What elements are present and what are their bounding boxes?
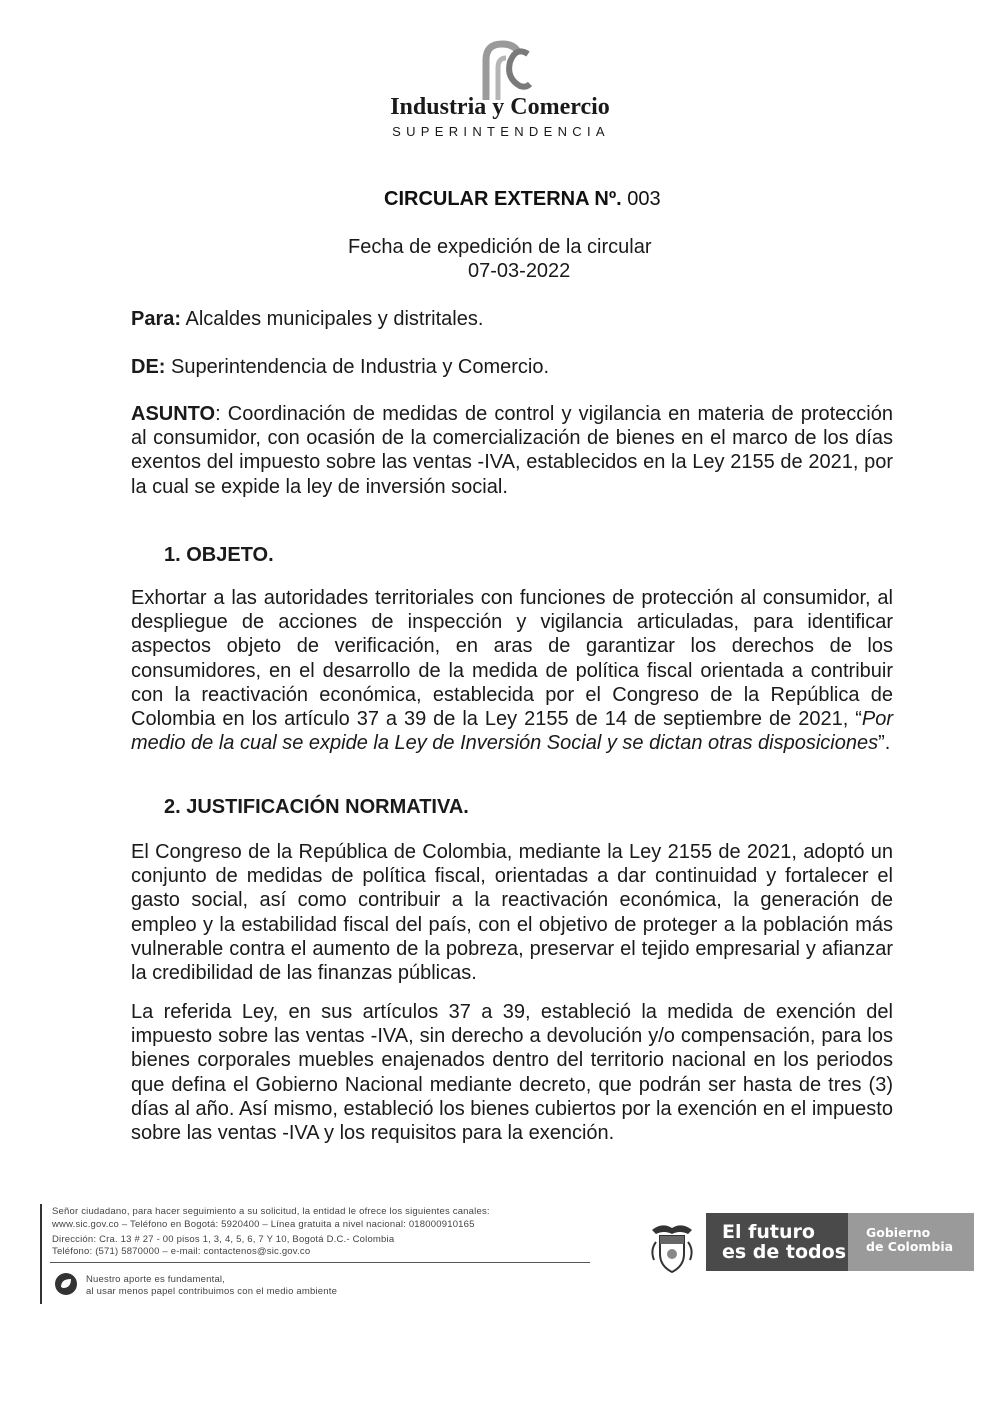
government-brand-line-2: de Colombia bbox=[866, 1239, 954, 1254]
section-1-paragraph bbox=[131, 586, 893, 755]
brand-slogan-line-1: El futuro bbox=[722, 1221, 815, 1243]
asunto-paragraph bbox=[131, 402, 893, 499]
para-value: Alcaldes municipales y distritales. bbox=[185, 308, 484, 330]
eco-leaf-icon bbox=[54, 1272, 78, 1296]
section-2-paragraph-1: El Congreso de la República de Colombia, mediante la Ley 2155 de 2021, adoptó un conjunto de medidas de política fiscal, orientadas a dar continuidad y fortalecer el gasto social, así como contribuir a la reactivación económica, la generación de empleo y la estabilidad fiscal del país, con el objetivo de proteger a la población más vulnerable contra el aumento de la pobreza, preservar el tejido empresarial y afianzar la credibilidad de las finanzas públicas. bbox=[131, 841, 893, 985]
footer-line-3: Dirección: Cra. 13 # 27 - 00 pisos 1, 3, 4, 5, 6, 7 Y 10, Bogotá D.C.- Colombia bbox=[52, 1234, 395, 1245]
de-line bbox=[131, 356, 549, 379]
org-name: Industria y Comercio bbox=[390, 94, 610, 120]
section-1-text: Exhortar a las autoridades territoriales con funciones de protección al consumidor, al despliegue de acciones de inspección y vigilancia articuladas, para identificar aspectos objeto de verificación, en aras de garantizar los derechos de los consumidores, en el desarrollo de la medida de política fiscal orientada a contribuir con la reactivación económica, establecida por el Congreso de la República de Colombia en los artículo 37 a 39 de la Ley 2155 de 14 de septiembre de 2021, “ bbox=[131, 587, 893, 731]
footer-eco-line-2: al usar menos papel contribuimos con el medio ambiente bbox=[86, 1286, 338, 1297]
brand-slogan bbox=[706, 1213, 848, 1271]
footer-eco-line-1: Nuestro aporte es fundamental, bbox=[86, 1274, 226, 1285]
de-value: Superintendencia de Industria y Comercio. bbox=[171, 356, 550, 378]
org-subtitle: SUPERINTENDENCIA bbox=[392, 124, 610, 139]
brand-slogan-line-2: es de todos bbox=[722, 1241, 847, 1263]
circular-title-prefix: CIRCULAR EXTERNA Nº. bbox=[384, 188, 622, 210]
footer-divider bbox=[50, 1262, 590, 1263]
section-1-heading: 1. OBJETO. bbox=[164, 544, 274, 566]
section-1-law-title: Por medio de la cual se expide la Ley de Inversión Social y se dictan otras disposiciones bbox=[131, 708, 893, 755]
government-brand-line-1: Gobierno bbox=[866, 1225, 931, 1240]
circular-number: 003 bbox=[627, 188, 661, 210]
footer-line-2: www.sic.gov.co – Teléfono en Bogotá: 5920400 – Línea gratuita a nivel nacional: 018000910165 bbox=[52, 1219, 475, 1230]
section-1-closing: ”. bbox=[878, 732, 891, 755]
para-line bbox=[131, 308, 483, 331]
para-label: Para: bbox=[131, 308, 182, 330]
asunto-label: ASUNTO bbox=[131, 403, 216, 425]
date-label: Fecha de expedición de la circular bbox=[348, 236, 652, 258]
footer-line-4: Teléfono: (571) 5870000 – e-mail: contactenos@sic.gov.co bbox=[52, 1246, 311, 1257]
footer-contact bbox=[40, 1204, 602, 1304]
footer-line-1: Señor ciudadano, para hacer seguimiento a su solicitud, la entidad le ofrece los siguientes canales: bbox=[52, 1206, 490, 1217]
government-brand bbox=[848, 1213, 974, 1271]
circular-title bbox=[384, 188, 661, 211]
colombia-coat-of-arms-icon bbox=[644, 1220, 700, 1276]
issue-date: 07-03-2022 bbox=[468, 260, 571, 282]
asunto-value: : Coordinación de medidas de control y vigilancia en materia de protección al consumidor, con ocasión de la comercialización de bienes en el marco de los días exentos del impuesto sobre las ventas -IVA, establecidos en la Ley 2155 de 2021, por la cual se expide la ley de inversión social. bbox=[131, 403, 893, 498]
section-2-paragraph-2: La referida Ley, en sus artículos 37 a 39, estableció la medida de exención del impuesto sobre las ventas -IVA, sin derecho a devolución y/o compensación, para los bienes corporales muebles enajenados dentro del territorio nacional en los periodos que defina el Gobierno Nacional mediante decreto, que podrán ser hasta de tres (3) días al año. Así mismo, estableció los bienes cubiertos por la exención en el impuesto sobre las ventas -IVA y los requisitos para la exención. bbox=[131, 1001, 893, 1145]
section-2-heading: 2. JUSTIFICACIÓN NORMATIVA. bbox=[164, 796, 469, 818]
de-label: DE: bbox=[131, 356, 166, 378]
